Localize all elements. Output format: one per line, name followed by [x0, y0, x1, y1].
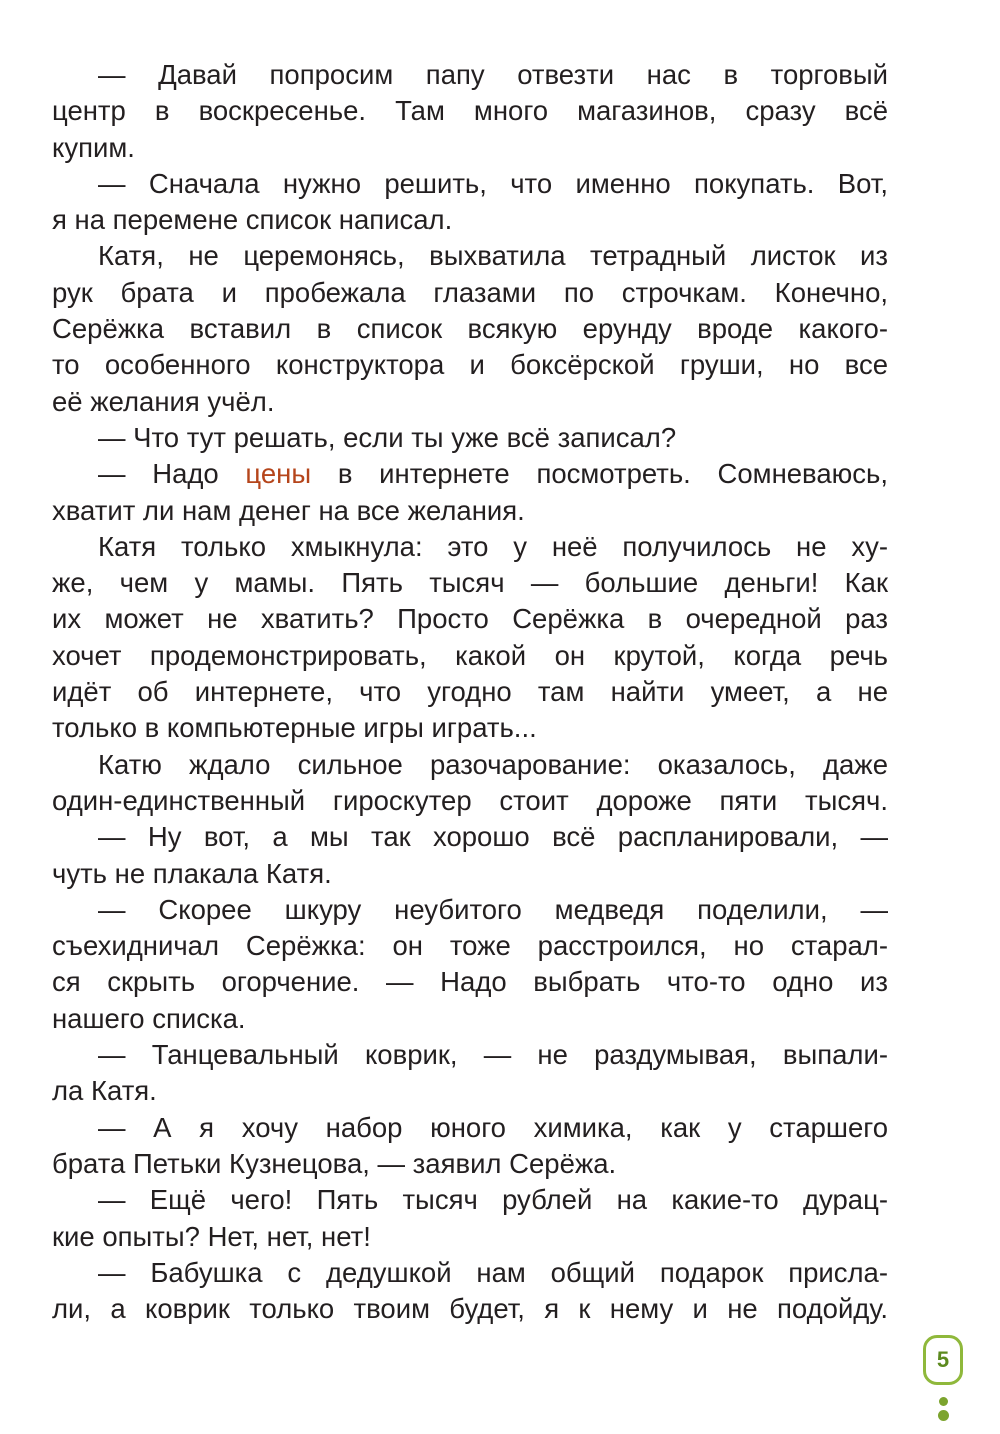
text-line: — А я хочу набор юного химика, как у старшего	[98, 1111, 888, 1143]
decorative-dot	[939, 1397, 948, 1406]
text-line: — Танцевальный коврик, — не раздумывая, выпали-	[98, 1039, 888, 1071]
text-line: — Ещё чего! Пять тысяч рублей на какие-то дурац-	[98, 1184, 888, 1216]
text-line: Катя, не церемонясь, выхватила тетрадный листок из	[98, 240, 888, 272]
text-line: — Давай попросим папу отвезти нас в торговый	[98, 59, 888, 90]
decorative-dot	[938, 1410, 949, 1421]
page-number: 5	[936, 1347, 950, 1372]
text-line: идёт об интернете, что угодно там найти умеет, а не	[52, 676, 888, 708]
text-line: Катю ждало сильное разочарование: оказалось, даже	[98, 748, 888, 780]
text-line: Серёжка вставил в список всякую ерунду вроде какого-	[52, 313, 888, 345]
text-line: центр в воскресенье. Там много магазинов, сразу всё	[52, 95, 888, 127]
highlighted-word: цены	[245, 458, 312, 490]
text-line: Катя только хмыкнула: это у неё получилось не ху-	[98, 530, 888, 562]
text-line: я на перемене список написал.	[52, 204, 453, 236]
text-line: — Скорее шкуру неубитого медведя поделили, —	[98, 893, 888, 925]
text-line: один-единственный гироскутер стоит дороже пяти тысяч.	[52, 784, 888, 816]
story-text	[52, 57, 888, 1327]
text-line: ли, а коврик только твоим будет, я к нему и не подойду.	[52, 1293, 888, 1325]
text-line: — Бабушка с дедушкой нам общий подарок присла-	[98, 1256, 888, 1288]
text-line: съехидничал Серёжка: он тоже расстроился, но старал-	[52, 930, 888, 962]
text-line: её желания учёл.	[52, 385, 275, 417]
text-line: их может не хватить? Просто Серёжка в очередной раз	[52, 603, 888, 635]
text-line: ся скрыть огорчение. — Надо выбрать что-то одно из	[52, 966, 888, 998]
text-segment: — Надо	[98, 458, 246, 490]
text-line: хватит ли нам денег на все желания.	[52, 494, 525, 526]
text-line	[52, 456, 888, 492]
text-line: ла Катя.	[52, 1075, 157, 1107]
text-line: кие опыты? Нет, нет, нет!	[52, 1220, 371, 1252]
text-line: то особенного конструктора и боксёрской груши, но все	[52, 349, 888, 381]
text-line: только в компьютерные игры играть...	[52, 712, 537, 744]
text-line: же, чем у мамы. Пять тысяч — большие деньги! Как	[52, 567, 888, 599]
text-line: — Ну вот, а мы так хорошо всё распланировали, —	[98, 821, 888, 853]
text-line: — Что тут решать, если ты уже всё записал?	[98, 421, 677, 453]
text-line: брата Петьки Кузнецова, — заявил Серёжа.	[52, 1147, 617, 1179]
text-line: хочет продемонстрировать, какой он крутой, когда речь	[52, 639, 888, 671]
text-line: купим.	[52, 131, 135, 163]
text-segment: в интернете посмотреть. Сомневаюсь,	[311, 458, 888, 490]
text-line: нашего списка.	[52, 1002, 246, 1034]
text-line: — Сначала нужно решить, что именно покупать. Вот,	[98, 167, 888, 199]
text-line: рук брата и пробежала глазами по строчкам. Конечно,	[52, 276, 888, 308]
text-line: чуть не плакала Катя.	[52, 857, 332, 889]
page-number-badge	[923, 1335, 963, 1385]
